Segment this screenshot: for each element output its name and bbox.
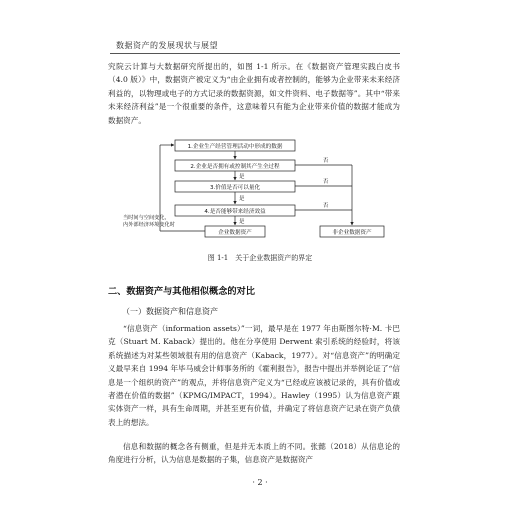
flow-step-1-label: 1.企业生产经营管理活动中形成的数据 [187,144,283,150]
intro-paragraph: 究院云计算与大数据研究所提出的，如图 1-1 所示。在《数据资产管理实践白皮书（4.0 版）》中，数据资产被定义为“由企业拥有或者控制的，能够为企业带来未来经济利益的，以物理或电子的方式记录的数据资源，如文件资料、电子数据等”。其中“带来未来经济利益”是一个很重要的条件，这意味着只有能为企业带来价值的数据才能成为数据资产。 [108,62,400,125]
section-heading: 二、数据资产与其他相似概念的对比 [108,286,255,297]
subsection-heading: （一）数据资产和信息资产 [122,307,218,316]
page-number: · 2 · [252,478,268,487]
flow-step-3-label: 3.价值是否可以量化 [209,185,261,191]
figure-caption: 图 1-1 关于企业数据资产的界定 [207,254,313,262]
header-rule [110,53,400,54]
flow-step-2-label: 2.企业是否拥有或控制其产生全过程 [190,164,280,170]
result-no-label: 非企业数据资产 [332,230,372,236]
side-note-line-1: 当时间与空间变化， [123,215,170,221]
info-assets-paragraph: “信息资产（information assets）”一词，最早是在 1977 年由斯图尔特·M. 卡巴克（Stuart M. Kaback）提出的。他在分享使用 Derwent 索引系统的经验时，将该系统描述为对某些领域很有用的信息资产（Kaback，1977）。对“信息资产”的明确定义最早来自 1994 年毕马威会计师事务所的《霍利报告》，报告中提出并举例论证了“信息是一个组织的资产”的观点，并将信息资产定义为“已经或应该被记录的，具有价值或者潜在价值的数据”（KPMG/IMPACT，1994）。Hawley（1995）认为信息资产跟实体资产一样，具有生命周期，并甚至更有价值，并确定了将信息资产记录在资产负债表上的想法。 [108,324,400,427]
yes-label-3: 是 [239,196,245,202]
data-asset-flowchart [120,138,390,246]
no-label-3: 否 [323,179,329,185]
comparison-paragraph: 信息和数据的概念各有侧重，但是并无本质上的不同。张懿（2018）从信息论的角度进行分析，认为信息是数据的子集，信息资产是数据资产 [108,442,400,465]
flow-step-4-label: 4.是否能够带来经济效益 [204,209,266,215]
no-label-4: 否 [323,203,329,209]
no-label-2: 否 [323,158,329,164]
result-yes-label: 企业数据资产 [218,230,252,236]
side-note-line-2: 内外部经济环境变化时 [123,222,175,228]
yes-label-2: 是 [239,174,245,180]
running-header: 数据资产的发展现状与展望 [116,41,218,50]
yes-label-4: 是 [239,219,245,225]
